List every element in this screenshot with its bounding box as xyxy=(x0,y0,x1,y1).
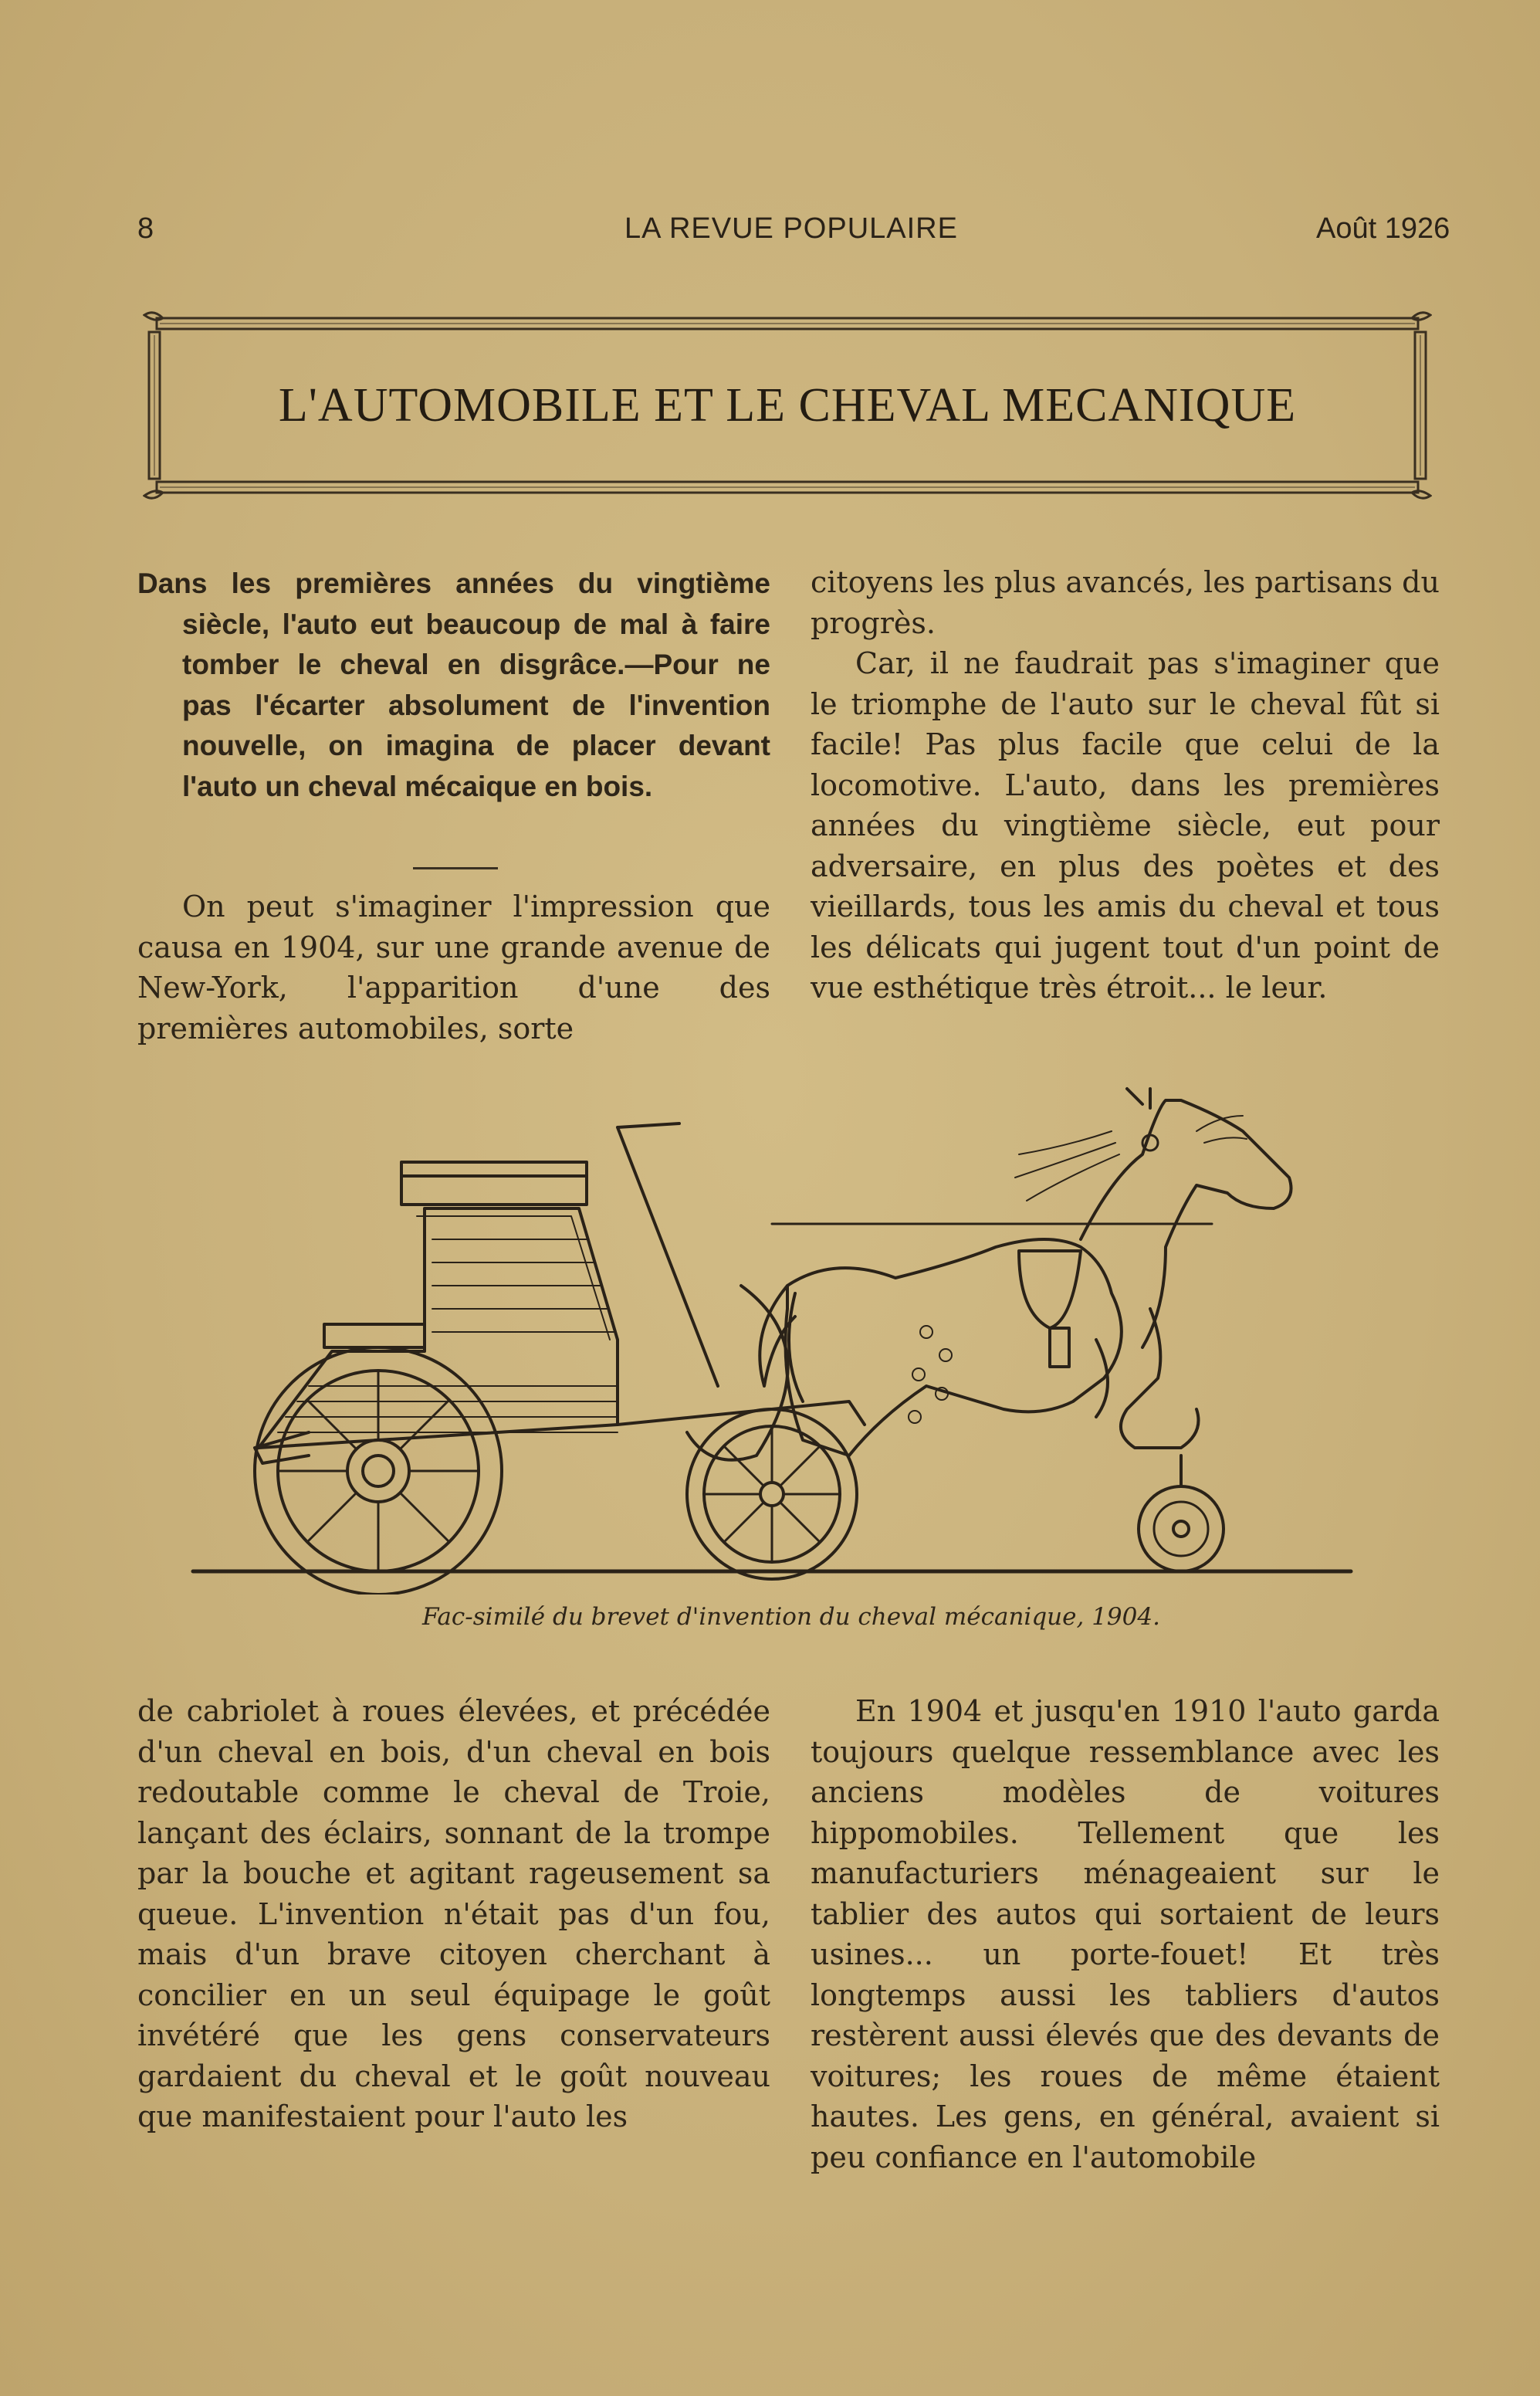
column-right-bottom xyxy=(811,1691,1440,2177)
figure-mechanical-horse xyxy=(185,1085,1389,1595)
page-number: 8 xyxy=(137,212,154,245)
title-frame xyxy=(143,309,1432,502)
body-paragraph: Car, il ne faudrait pas s'imaginer que le triomphe de l'auto sur le cheval fût si facile! Pas plus facile que celui de la locomotive. L'auto, dans les premières années du vingtième siècle, eut pour adversaire, en plus des poètes et des vieillards, tous les amis du cheval et tous les délicats qui jugent tout d'un point de vue esthétique très étroit... le leur. xyxy=(811,646,1440,1005)
column-left-bottom xyxy=(137,1691,770,2137)
mechanical-horse-illustration xyxy=(185,1085,1389,1595)
body-paragraph: de cabriolet à roues élevées, et précédée d'un cheval en bois, d'un cheval en bois redoutable comme le cheval de Troie, lançant des éclairs, sonnant de la trompe par la bouche et agitant rageusement sa queue. L'invention n'était pas d'un fou, mais d'un brave citoyen cherchant à concilier en un seul équipage le goût invétéré que les gens conservateurs gardaient du cheval et le goût nouveau que manifestaient pour l'auto les xyxy=(137,1694,770,2133)
column-left-top xyxy=(137,886,770,1049)
running-header: LA REVUE POPULAIRE xyxy=(624,212,958,245)
body-paragraph: En 1904 et jusqu'en 1910 l'auto garda toujours quelque ressemblance avec les anciens modèles de voitures hippomobiles. Tellement que les manufacturiers ménageaient sur le tablier des autos qui sortaient de leurs usines... un porte-fouet! Et très longtemps aussi les tabliers d'autos restèrent aussi élevés que des devants de voitures; les roues de même étaient hautes. Les gens, en général, avaient si peu confiance en l'automobile xyxy=(811,1694,1440,2174)
issue-date: Août 1926 xyxy=(1316,212,1450,245)
column-right-top xyxy=(811,562,1440,1008)
section-separator xyxy=(413,867,498,869)
article-title: L'AUTOMOBILE ET LE CHEVAL MECANIQUE xyxy=(278,379,1297,432)
lead-paragraph xyxy=(137,564,770,807)
figure-caption: Fac-similé du brevet d'invention du cheval mécanique, 1904. xyxy=(422,1603,1160,1631)
body-paragraph: On peut s'imaginer l'impression que causa en 1904, sur une grande avenue de New-York, l'apparition d'une des premières automobiles, sorte xyxy=(137,890,770,1045)
lead-text: Dans les premières années du vingtième siècle, l'auto eut beaucoup de mal à faire tomber le cheval en disgrâce.—Pour ne pas l'écarter absolument de l'invention nouvelle, on imagina de placer devant l'auto un cheval mécaique en bois. xyxy=(137,568,770,802)
body-paragraph: citoyens les plus avancés, les partisans du progrès. xyxy=(811,565,1440,640)
